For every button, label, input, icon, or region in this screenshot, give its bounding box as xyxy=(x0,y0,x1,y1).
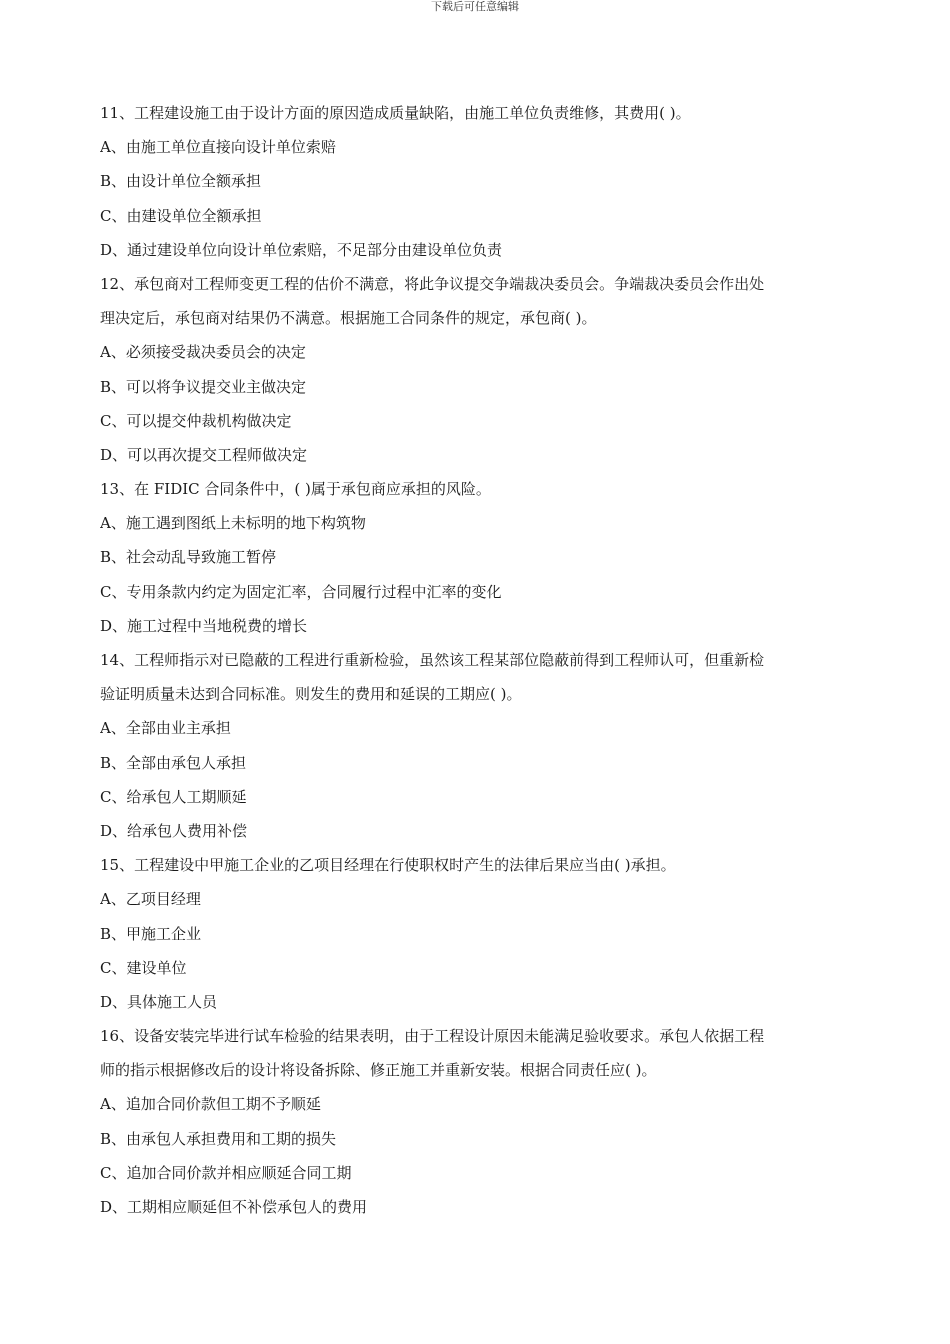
option-c: C、专用条款内约定为固定汇率，合同履行过程中汇率的变化 xyxy=(100,582,502,601)
option-c: C、追加合同价款并相应顺延合同工期 xyxy=(100,1163,352,1182)
question-stem: 16、设备安装完毕进行试车检验的结果表明，由于工程设计原因未能满足验收要求。承包人依据工程 xyxy=(100,1027,765,1046)
option-b: B、社会动乱导致施工暂停 xyxy=(100,548,277,567)
option-a: A、由施工单位直接向设计单位索赔 xyxy=(100,138,336,157)
question-12 xyxy=(100,267,860,472)
question-stem: 13、在 FIDIC 合同条件中，( )属于承包商应承担的风险。 xyxy=(100,480,491,499)
page-header: 下载后可任意编辑 xyxy=(431,0,519,13)
option-d: D、具体施工人员 xyxy=(100,992,218,1011)
option-b: B、可以将争议提交业主做决定 xyxy=(100,377,307,396)
option-b: B、全部由承包人承担 xyxy=(100,753,247,772)
option-d: D、给承包人费用补偿 xyxy=(100,821,248,840)
question-stem: 14、工程师指示对已隐蔽的工程进行重新检验，虽然该工程某部位隐蔽前得到工程师认可，但重新检 xyxy=(100,651,765,669)
option-b: B、由设计单位全额承担 xyxy=(100,172,262,191)
option-a: A、追加合同价款但工期不予顺延 xyxy=(100,1095,321,1114)
question-stem-continued: 师的指示根据修改后的设计将设备拆除、修正施工并重新安装。根据合同责任应( )。 xyxy=(100,1061,657,1080)
option-a: A、必须接受裁决委员会的决定 xyxy=(100,343,306,362)
option-a: A、全部由业主承担 xyxy=(100,719,231,738)
document-body xyxy=(100,96,860,1224)
question-stem: 12、承包商对工程师变更工程的估价不满意，将此争议提交争端裁决委员会。争端裁决委员会作出处 xyxy=(100,274,765,293)
option-a: A、施工遇到图纸上未标明的地下构筑物 xyxy=(100,514,366,533)
question-stem: 11、工程建设施工由于设计方面的原因造成质量缺陷，由施工单位负责维修，其费用( )。 xyxy=(100,104,691,122)
question-stem-continued: 理决定后，承包商对结果仍不满意。根据施工合同条件的规定，承包商( )。 xyxy=(100,309,597,328)
option-d: D、可以再次提交工程师做决定 xyxy=(100,445,308,464)
option-c: C、由建设单位全额承担 xyxy=(100,206,262,225)
question-14 xyxy=(100,643,860,848)
option-c: C、建设单位 xyxy=(100,958,187,977)
option-b: B、甲施工企业 xyxy=(100,924,202,943)
question-15 xyxy=(100,848,860,1019)
option-d: D、通过建设单位向设计单位索赔，不足部分由建设单位负责 xyxy=(100,240,503,259)
question-stem: 15、工程建设中甲施工企业的乙项目经理在行使职权时产生的法律后果应当由( )承担。 xyxy=(100,856,676,875)
option-d: D、施工过程中当地税费的增长 xyxy=(100,616,308,635)
question-16 xyxy=(100,1019,860,1224)
question-stem-continued: 验证明质量未达到合同标准。则发生的费用和延误的工期应( )。 xyxy=(100,685,522,704)
option-c: C、可以提交仲裁机构做决定 xyxy=(100,411,292,430)
question-11 xyxy=(100,96,860,267)
option-b: B、由承包人承担费用和工期的损失 xyxy=(100,1129,337,1148)
option-c: C、给承包人工期顺延 xyxy=(100,787,247,806)
option-a: A、乙项目经理 xyxy=(100,890,201,909)
option-d: D、工期相应顺延但不补偿承包人的费用 xyxy=(100,1198,368,1216)
question-13 xyxy=(100,472,860,643)
